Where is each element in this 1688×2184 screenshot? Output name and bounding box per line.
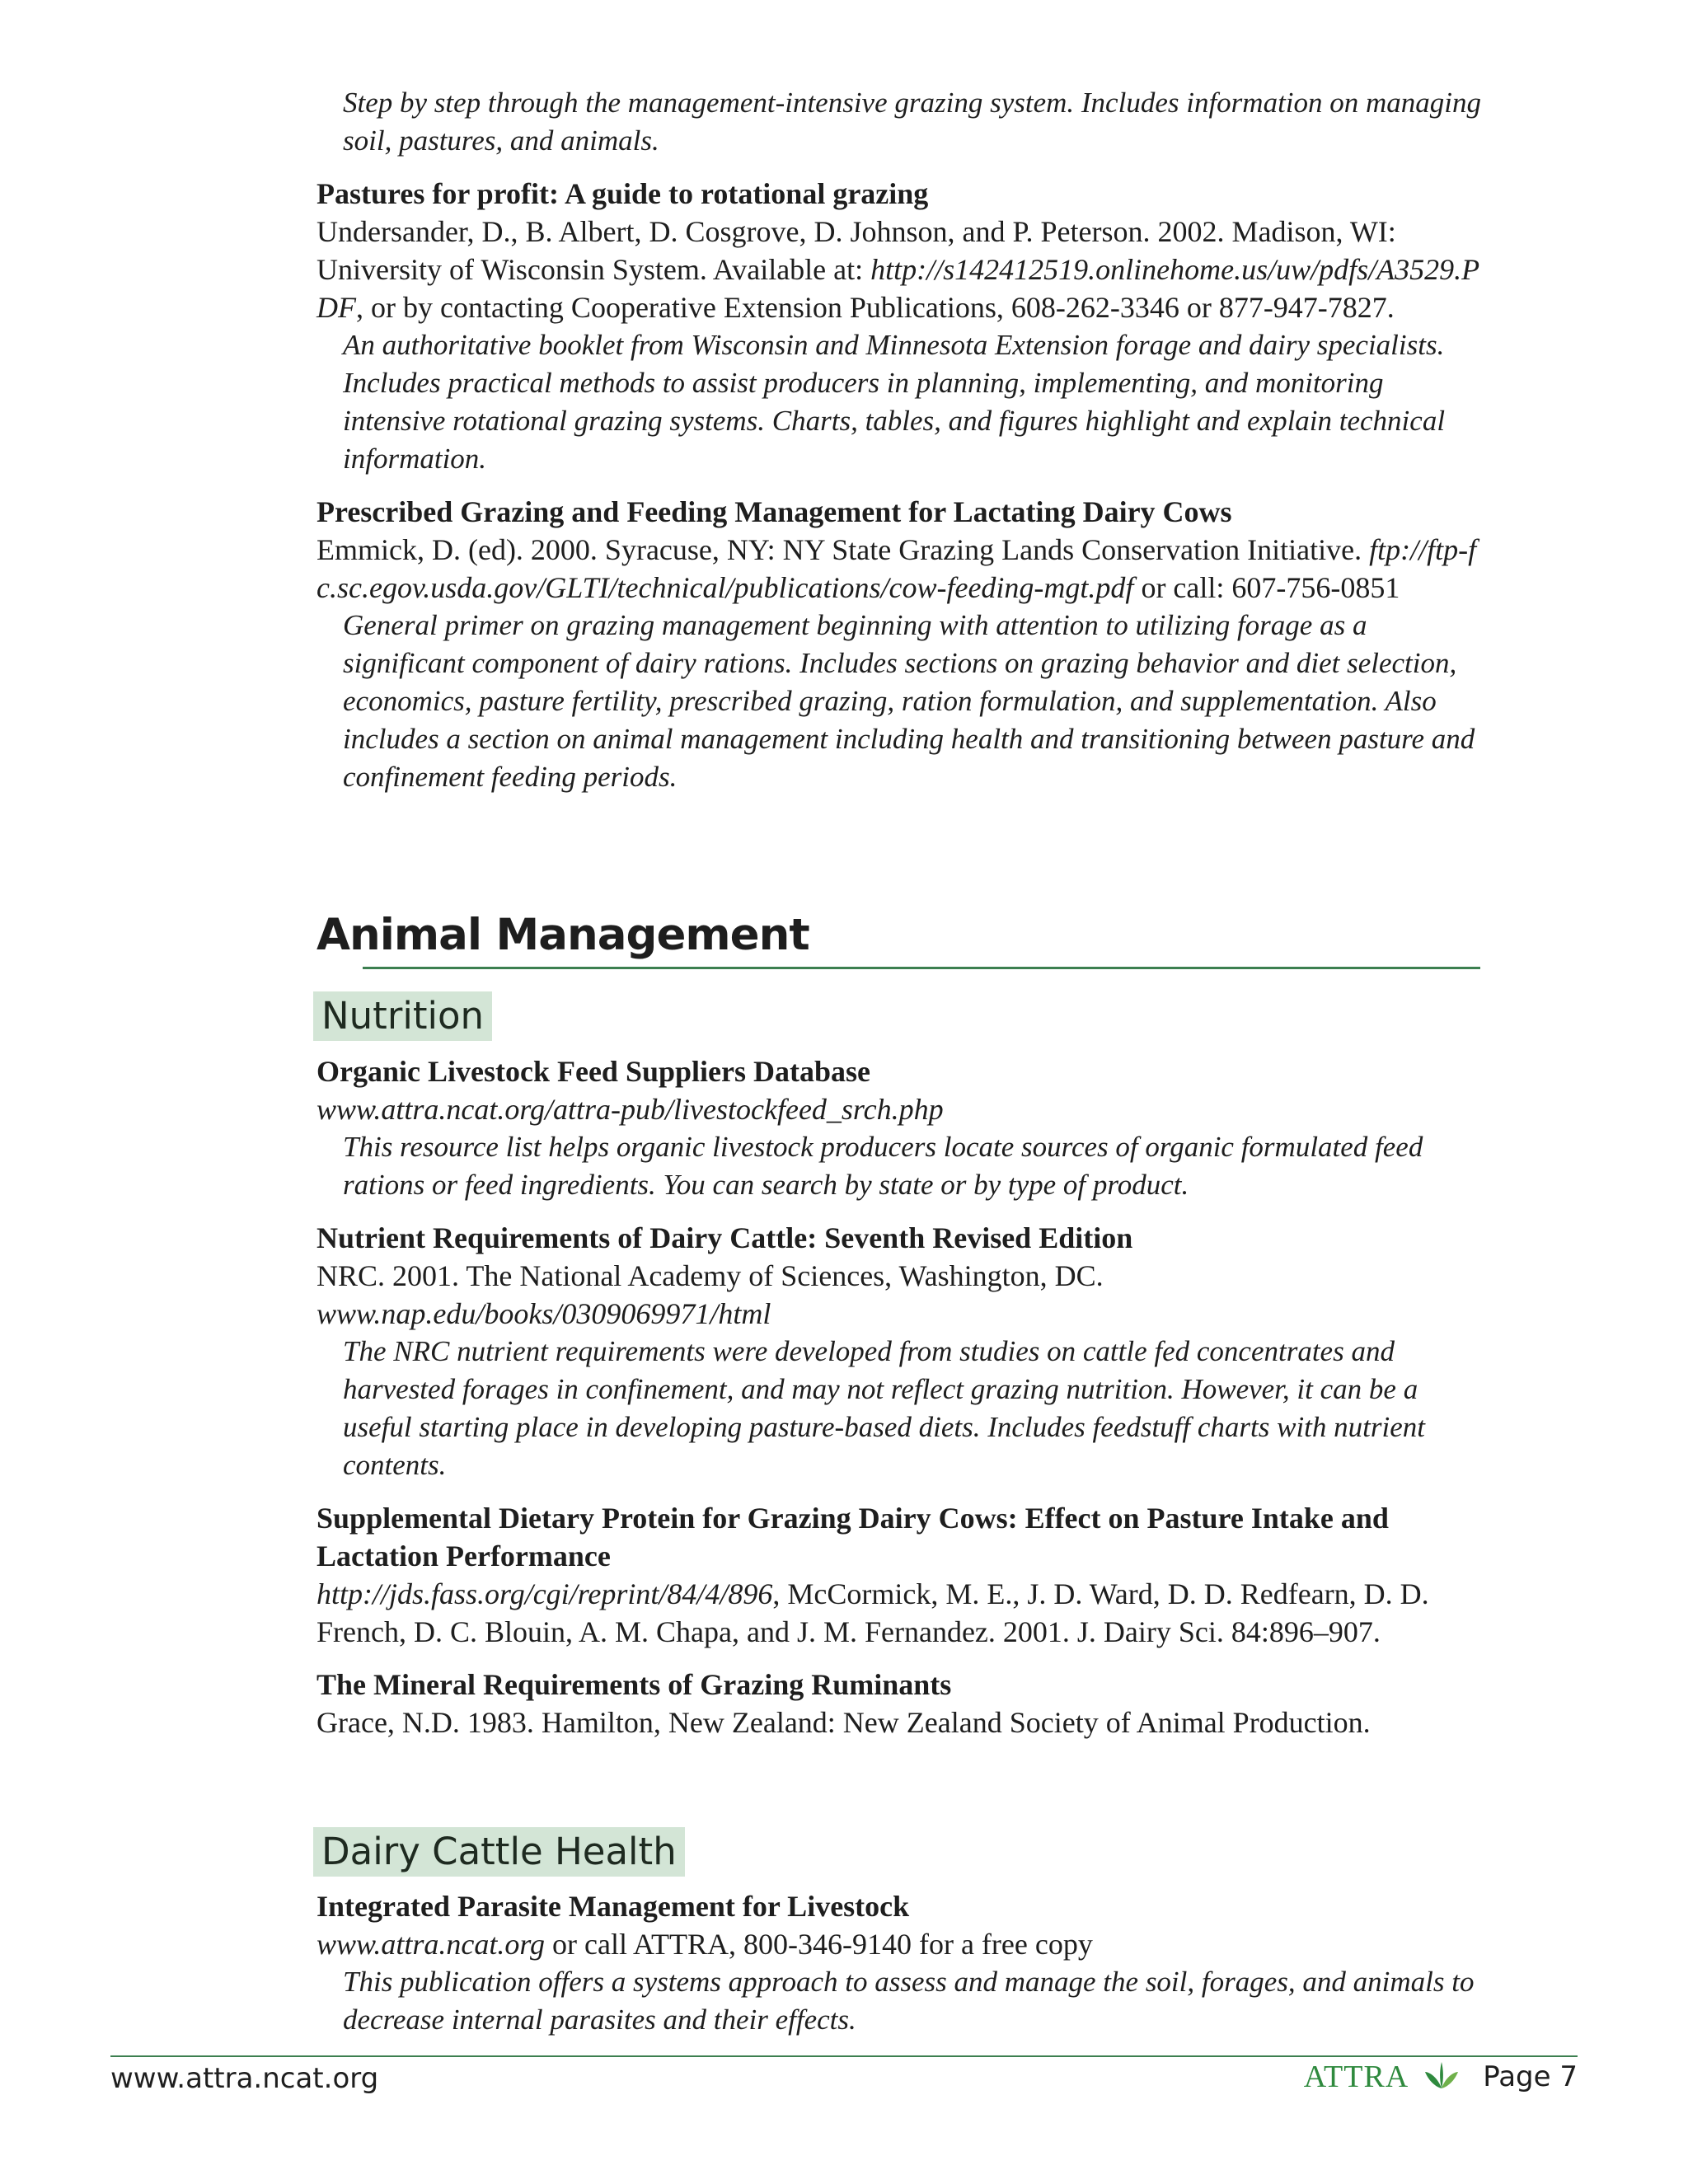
entry-parasite-management [316, 1887, 1487, 2039]
entry-link[interactable]: www.attra.ncat.org/attra-pub/livestockfeed_srch.php [316, 1093, 944, 1126]
citation-text: Emmick, D. (ed). 2000. Syracuse, NY: NY State Grazing Lands Conservation Initiative. [316, 533, 1370, 566]
citation-text: Undersander, D., B. Albert, D. Cosgrove, D. Johnson, and P. Peterson. 2002. Madison, WI: University of Wisconsin System. Available at: [316, 215, 1396, 286]
footer-url[interactable]: www.attra.ncat.org [110, 2062, 379, 2095]
entry-description: The NRC nutrient requirements were developed from studies on cattle fed concentrates and harvested forages in confinement, and may not reflect grazing nutrition. However, it can be a useful starting place in developing pasture-based diets. Includes feedstuff charts with nutrient contents. [343, 1335, 1425, 1481]
entry-organic-feed-suppliers [316, 1052, 1487, 1204]
section-rule [363, 967, 1480, 969]
nutrition-entries [316, 1052, 1487, 1741]
entry-title: Supplemental Dietary Protein for Grazing Dairy Cows: Effect on Pasture Intake and Lactation Performance [316, 1502, 1389, 1572]
citation-link[interactable]: ftp://ftp-fc.sc.egov.usda.gov/GLTI/technical/publications/cow-feeding-mgt.pdf [316, 533, 1477, 604]
entry-description: This publication offers a systems approach to assess and manage the soil, forages, and animals to decrease internal parasites and their effects. [343, 1966, 1475, 2036]
section-title: Animal Management [316, 910, 809, 960]
entry-title: Prescribed Grazing and Feeding Management for Lactating Dairy Cows [316, 495, 1232, 528]
entry-citation: Grace, N.D. 1983. Hamilton, New Zealand: New Zealand Society of Animal Production. [316, 1706, 1371, 1739]
entry-pastures-for-profit [316, 175, 1487, 478]
entry-title: Nutrient Requirements of Dairy Cattle: Seventh Revised Edition [316, 1221, 1133, 1254]
health-entries [316, 1887, 1487, 2039]
entry-supplemental-protein [316, 1499, 1487, 1651]
top-entries [316, 84, 1487, 796]
entry-link[interactable]: www.attra.ncat.org [316, 1928, 546, 1961]
subsection-heading-health: Dairy Cattle Health [313, 1827, 685, 1877]
citation-text: , McCormick, M. E., J. D. Ward, D. D. Redfearn, D. D. French, D. C. Blouin, A. M. Chapa, and J. M. Fernandez. 2001. J. Dairy Sci. 84:896–907. [316, 1577, 1429, 1648]
entry-link[interactable]: http://jds.fass.org/cgi/reprint/84/4/896 [316, 1577, 773, 1610]
citation-link[interactable]: http://s142412519.onlinehome.us/uw/pdfs/A3529.PDF [316, 253, 1480, 324]
entry-description: General primer on grazing management beginning with attention to utilizing forage as a significant component of dairy rations. Includes sections on grazing behavior and diet selection, economics, pasture fertility, prescribed grazing, ration formulation, and supplementation. Also includes a section on animal management including health and transitioning between pasture and confinement feeding periods. [343, 609, 1475, 793]
intro-description: Step by step through the management-intensive grazing system. Includes information on managing soil, pastures, and animals. [343, 87, 1482, 157]
page-number: Page 7 [1483, 2060, 1578, 2093]
entry-citation [316, 1575, 1487, 1651]
entry-title: The Mineral Requirements of Grazing Ruminants [316, 1668, 952, 1701]
entry-prescribed-grazing [316, 493, 1487, 796]
entry-description: This resource list helps organic livestock producers locate sources of organic formulated feed rations or feed ingredients. You can search by state or by type of product. [343, 1131, 1423, 1201]
citation-text-post: , or by contacting Cooperative Extension Publications, 608-262-3346 or 877-947-7827. [356, 291, 1395, 324]
entry-title: Integrated Parasite Management for Livestock [316, 1890, 910, 1923]
entry-citation [316, 531, 1487, 607]
citation-text: or call ATTRA, 800-346-9140 for a free copy [545, 1928, 1093, 1961]
entry-citation [316, 1925, 1487, 1963]
citation-text-post: or call: 607-756-0851 [1133, 571, 1400, 604]
entry-description: An authoritative booklet from Wisconsin and Minnesota Extension forage and dairy specialists. Includes practical methods to assist producers in planning, implementing, and monitoring intensive rotational grazing systems. Charts, tables, and figures highlight and explain technical information. [343, 329, 1446, 475]
attra-wordmark: ATTRA [1303, 2060, 1409, 2094]
footer-rule [110, 2055, 1578, 2057]
subsection-heading-nutrition: Nutrition [313, 991, 492, 1041]
entry-citation [316, 213, 1487, 326]
entry-mineral-requirements [316, 1666, 1487, 1741]
entry-nutrient-requirements [316, 1219, 1487, 1484]
entry-title: Organic Livestock Feed Suppliers Database [316, 1055, 870, 1088]
leaf-logo-icon [1423, 2060, 1460, 2094]
entry-citation: NRC. 2001. The National Academy of Sciences, Washington, DC. [316, 1259, 1104, 1292]
footer-brand [1304, 2059, 1578, 2095]
entry-title: Pastures for profit: A guide to rotational grazing [316, 177, 929, 210]
entry-link[interactable]: www.nap.edu/books/0309069971/html [316, 1297, 771, 1330]
